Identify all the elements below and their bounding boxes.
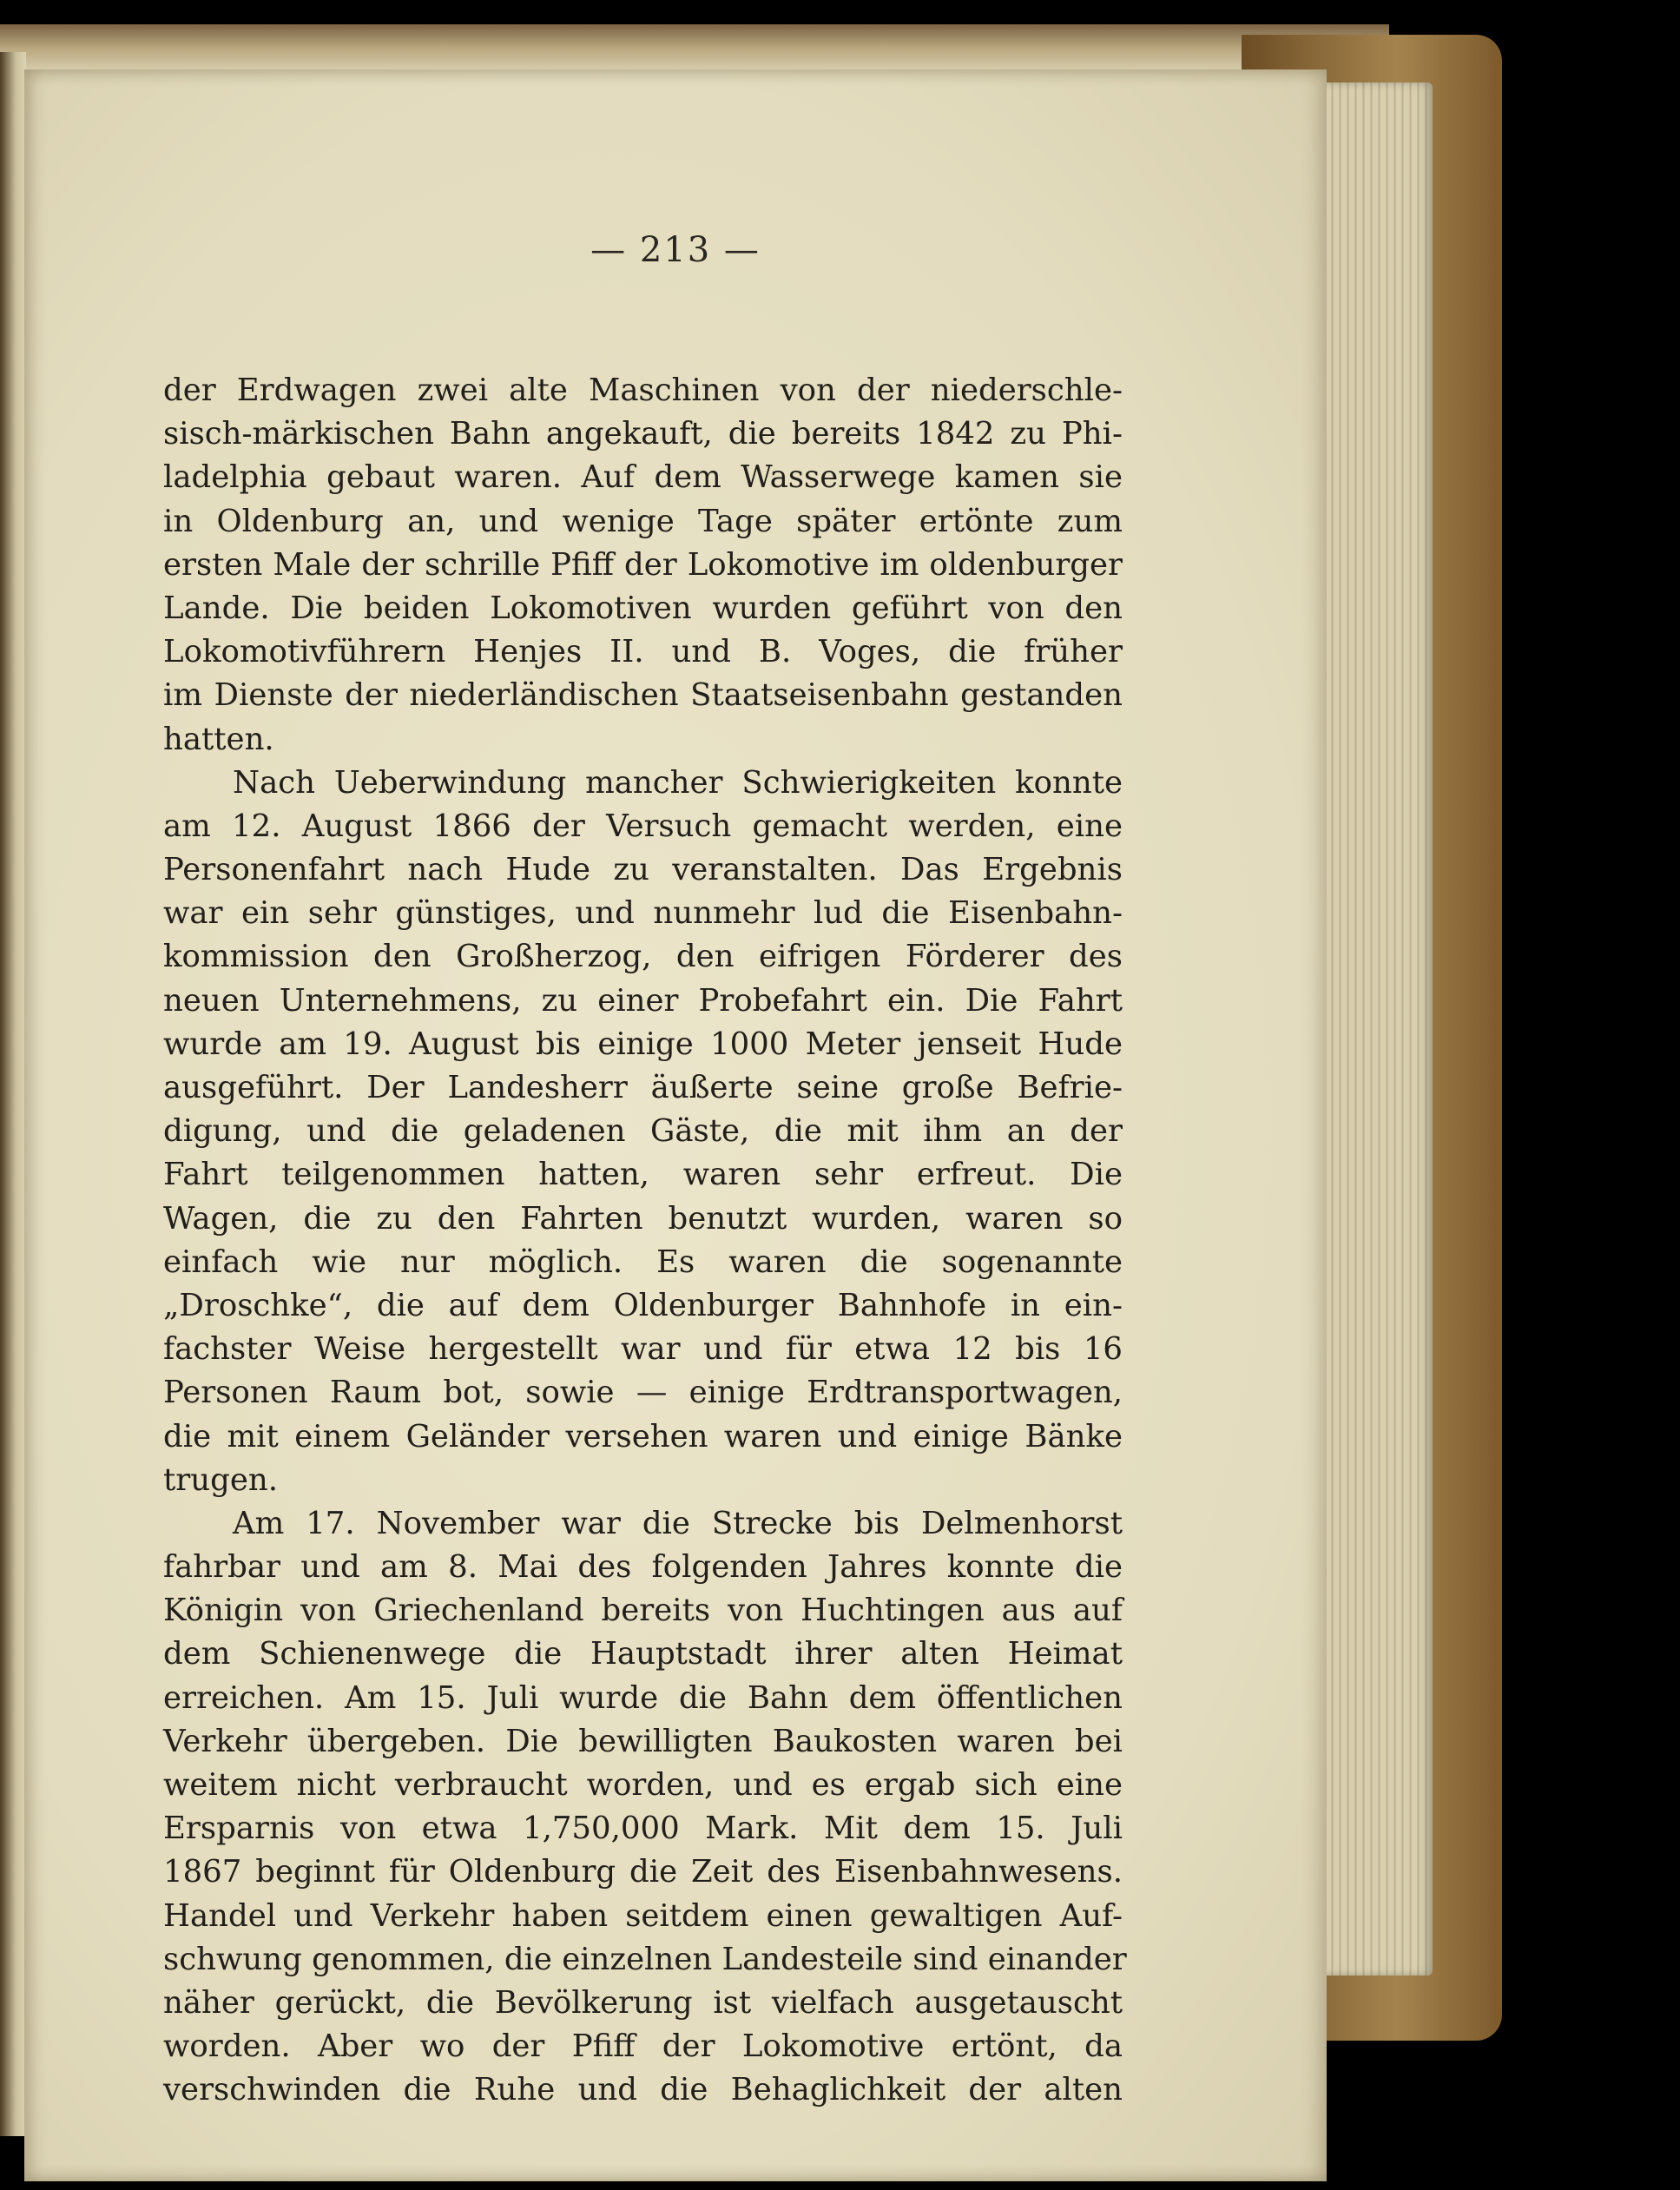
text-line: dem Schienenwege die Hauptstadt ihrer alten Heimat <box>163 1636 1123 1672</box>
book-page <box>24 69 1327 2181</box>
text-line: 1867 beginnt für Oldenburg die Zeit des Eisenbahnwesens. <box>163 1854 1123 1890</box>
text-line: trugen. <box>163 1461 278 1498</box>
page-number: — 213 — <box>590 230 761 270</box>
text-line: worden. Aber wo der Pfiff der Lokomotive ertönt, da <box>163 2028 1123 2065</box>
text-line: Verkehr übergeben. Die bewilligten Baukosten waren bei <box>163 1723 1123 1759</box>
text-line: hatten. <box>163 721 274 757</box>
text-line: Ersparnis von etwa 1,750,000 Mark. Mit dem 15. Juli <box>163 1811 1123 1847</box>
text-line: kommission den Großherzog, den eifrigen Förderer des <box>163 939 1123 975</box>
text-line: Lande. Die beiden Lokomotiven wurden geführt von den <box>163 590 1123 626</box>
text-line: erreichen. Am 15. Juli wurde die Bahn dem öffentlichen <box>163 1679 1123 1716</box>
text-line: ladelphia gebaut waren. Auf dem Wasserwege kamen sie <box>163 459 1123 496</box>
previous-page-edge <box>0 52 26 2136</box>
text-line: Am 17. November war die Strecke bis Delmenhorst <box>233 1505 1123 1541</box>
text-line: Handel und Verkehr haben seitdem einen gewaltigen Auf- <box>163 1897 1123 1934</box>
text-line: fachster Weise hergestellt war und für etwa 12 bis 16 <box>163 1331 1123 1368</box>
text-line: Personen Raum bot, sowie — einige Erdtransportwagen, <box>163 1375 1123 1411</box>
book-top-edge <box>0 24 1389 72</box>
text-line: fahrbar und am 8. Mai des folgenden Jahres konnte die <box>163 1549 1123 1586</box>
text-line: war ein sehr günstiges, und nunmehr lud die Eisenbahn- <box>163 895 1123 932</box>
text-line: wurde am 19. August bis einige 1000 Meter jenseit Hude <box>163 1026 1123 1062</box>
text-line: am 12. August 1866 der Versuch gemacht werden, eine <box>163 808 1123 844</box>
text-line: ersten Male der schrille Pfiff der Lokomotive im oldenburger <box>163 546 1123 583</box>
page-body-text <box>163 369 1127 2113</box>
text-line: der Erdwagen zwei alte Maschinen von der niederschle- <box>163 373 1123 408</box>
text-line: Nach Ueberwindung mancher Schwierigkeiten konnte <box>233 764 1123 801</box>
text-line: die mit einem Geländer versehen waren und einige Bänke <box>163 1418 1123 1455</box>
text-line: Personenfahrt nach Hude zu veranstalten. Das Ergebnis <box>163 852 1123 888</box>
text-line: „Droschke“, die auf dem Oldenburger Bahnhofe in ein- <box>163 1287 1123 1323</box>
text-line: Lokomotivführern Henjes II. und B. Voges, die früher <box>163 634 1123 670</box>
text-line: sisch-märkischen Bahn angekauft, die bereits 1842 zu Phi- <box>163 416 1123 452</box>
text-line: im Dienste der niederländischen Staatseisenbahn gestanden <box>163 677 1123 714</box>
text-line: verschwinden die Ruhe und die Behaglichkeit der alten <box>163 2072 1123 2108</box>
text-line: einfach wie nur möglich. Es waren die sogenannte <box>163 1243 1123 1280</box>
text-line: Fahrt teilgenommen hatten, waren sehr erfreut. Die <box>163 1157 1123 1193</box>
text-line: neuen Unternehmens, zu einer Probefahrt ein. Die Fahrt <box>163 982 1123 1019</box>
text-line: ausgeführt. Der Landesherr äußerte seine große Befrie- <box>163 1070 1123 1105</box>
text-line: digung, und die geladenen Gäste, die mit ihm an der <box>163 1113 1123 1150</box>
text-line: näher gerückt, die Bevölkerung ist vielfach ausgetauscht <box>163 1984 1123 2021</box>
text-line: schwung genommen, die einzelnen Landesteile sind einander <box>163 1941 1127 1977</box>
text-line: Königin von Griechenland bereits von Huchtingen aus auf <box>163 1593 1123 1629</box>
text-line: weitem nicht verbraucht worden, und es ergab sich eine <box>163 1767 1123 1803</box>
text-line: Wagen, die zu den Fahrten benutzt wurden, waren so <box>163 1200 1123 1237</box>
text-line: in Oldenburg an, und wenige Tage später ertönte zum <box>163 503 1123 539</box>
